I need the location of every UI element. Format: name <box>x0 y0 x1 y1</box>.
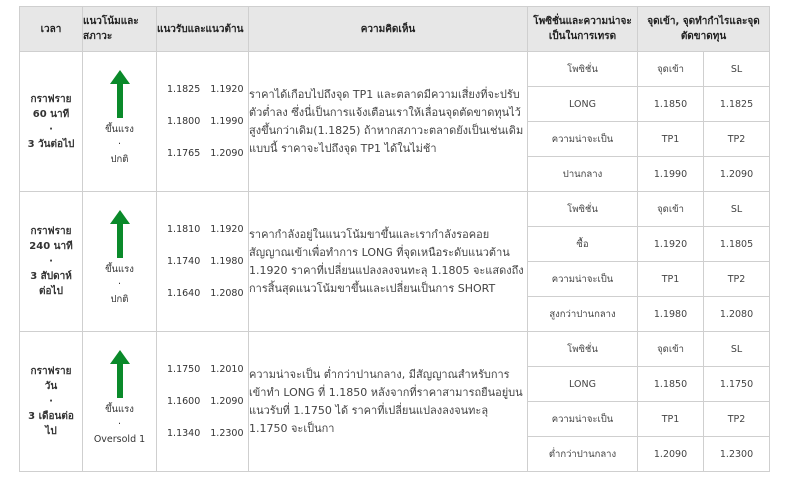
timeframe-line: 3 เดือนต่อ <box>28 411 74 422</box>
stop-cell: TP2 <box>704 402 770 437</box>
timeframe-cell <box>20 52 83 192</box>
position-label-cell: ซื้อ <box>528 227 638 262</box>
support-level: 1.1340 <box>167 428 201 439</box>
level-pair <box>157 106 248 138</box>
stop-cell: SL <box>704 332 770 367</box>
trend-cell <box>83 192 157 332</box>
resistance-level: 1.1980 <box>210 256 244 267</box>
header-entry: จุดเข้า, จุดทำกำไรและจุดตัดขาดทุน <box>638 7 770 52</box>
entry-cell: TP1 <box>638 122 704 157</box>
timeframe-line: กราฟราย <box>30 93 72 105</box>
stop-cell: SL <box>704 192 770 227</box>
stop-cell: 1.2090 <box>704 157 770 192</box>
position-label-cell: ความน่าจะเป็น <box>528 402 638 437</box>
trend-strength: ขึ้นแรง <box>105 124 134 135</box>
position-label-cell: LONG <box>528 87 638 122</box>
comment-cell: ราคาได้เกือบไปถึงจุด TP1 และตลาดมีความเสี่ยงที่จะปรับตัวต่ำลง ซึ่งนี่เป็นการแจ้งเตือนเราให้เลื่อนจุดตัดขาดทุนไว้สูงขึ้นกว่าเดิม(1.1825) ถ้าหากสภาวะตลาดยังเป็นเช่นเดิมแบบนี้ ราคาจะไปถึงจุด TP1 ได้ในไม่ช้า <box>249 52 528 192</box>
timeframe-line: 3 วันต่อไป <box>27 138 75 150</box>
up-arrow-icon <box>110 350 130 398</box>
support-level: 1.1810 <box>167 224 201 235</box>
up-arrow-icon <box>110 70 130 118</box>
timeframe-line: · <box>49 396 53 407</box>
timeframe-cell <box>20 332 83 472</box>
position-label-cell: โพซิชั่น <box>528 192 638 227</box>
trend-dot: · <box>117 419 122 430</box>
support-level: 1.1640 <box>167 288 201 299</box>
entry-cell: 1.1990 <box>638 157 704 192</box>
trend-cell <box>83 332 157 472</box>
timeframe-cell <box>20 192 83 332</box>
level-pair <box>157 278 248 310</box>
header-trend: แนวโน้มและสภาวะ <box>83 7 157 52</box>
resistance-level: 1.2090 <box>210 396 244 407</box>
levels-cell <box>157 52 249 192</box>
timeframe-line: ไป <box>45 426 57 437</box>
stop-cell: 1.2300 <box>704 437 770 472</box>
position-label-cell: สูงกว่าปานกลาง <box>528 297 638 332</box>
entry-cell: TP1 <box>638 402 704 437</box>
level-pair <box>157 418 248 450</box>
timeframe-line: · <box>49 123 53 135</box>
levels-cell <box>157 332 249 472</box>
resistance-level: 1.1920 <box>210 224 244 235</box>
stop-cell: TP2 <box>704 122 770 157</box>
resistance-level: 1.1990 <box>210 116 244 127</box>
position-label-cell: ปานกลาง <box>528 157 638 192</box>
timeframe-line: วัน <box>44 381 58 392</box>
trend-strength: ขึ้นแรง <box>105 264 134 275</box>
timeframe-line: กราฟราย <box>30 226 72 237</box>
support-level: 1.1740 <box>167 256 201 267</box>
support-level: 1.1765 <box>167 148 201 159</box>
timeframe-line: 3 สัปดาห์ <box>30 271 72 282</box>
resistance-level: 1.2080 <box>210 288 244 299</box>
timeframe-line: ต่อไป <box>39 286 63 297</box>
trend-state: ปกติ <box>110 294 129 305</box>
stop-cell: TP2 <box>704 262 770 297</box>
position-label-cell: LONG <box>528 367 638 402</box>
level-pair <box>157 386 248 418</box>
entry-cell: TP1 <box>638 262 704 297</box>
entry-cell: จุดเข้า <box>638 52 704 87</box>
forecast-table <box>19 6 770 472</box>
entry-cell: 1.1920 <box>638 227 704 262</box>
stop-cell: 1.2080 <box>704 297 770 332</box>
trend-dot: · <box>117 279 122 290</box>
support-level: 1.1800 <box>167 116 201 127</box>
header-row <box>20 7 770 52</box>
stop-cell: 1.1805 <box>704 227 770 262</box>
support-level: 1.1750 <box>167 364 201 375</box>
position-label-cell: โพซิชั่น <box>528 332 638 367</box>
header-comment: ความคิดเห็น <box>249 7 528 52</box>
trend-cell <box>83 52 157 192</box>
forecast-row <box>20 192 770 227</box>
timeframe-line: 60 นาที <box>32 108 70 120</box>
trend-dot: · <box>117 139 122 150</box>
entry-cell: 1.2090 <box>638 437 704 472</box>
entry-cell: 1.1850 <box>638 367 704 402</box>
support-level: 1.1825 <box>167 84 201 95</box>
stop-cell: 1.1825 <box>704 87 770 122</box>
timeframe-line: 240 นาที <box>29 241 73 252</box>
forecast-row <box>20 52 770 87</box>
position-label-cell: ต่ำกว่าปานกลาง <box>528 437 638 472</box>
header-position: โพซิชั่นและความน่าจะเป็นในการเทรด <box>528 7 638 52</box>
level-pair <box>157 354 248 386</box>
stop-cell: 1.1750 <box>704 367 770 402</box>
timeframe-line: · <box>49 256 53 267</box>
trend-state: Oversold 1 <box>93 434 146 445</box>
resistance-level: 1.2090 <box>210 148 244 159</box>
support-level: 1.1600 <box>167 396 201 407</box>
timeframe-line: กราฟราย <box>30 366 72 377</box>
header-time: เวลา <box>20 7 83 52</box>
position-label-cell: ความน่าจะเป็น <box>528 262 638 297</box>
resistance-level: 1.1920 <box>210 84 244 95</box>
position-label-cell: โพซิชั่น <box>528 52 638 87</box>
comment-cell: ความน่าจะเป็น ต่ำกว่าปานกลาง, มีสัญญาณสำหรับการเข้าทำ LONG ที่ 1.1850 หลังจากที่ราคาสามารถยืนอยู่บนแนวรับที่ 1.1750 ได้ ราคาที่เปลี่ยนแปลงลงจนทะลุ 1.1750 จะเป็นกา <box>249 332 528 472</box>
header-levels: แนวรับและแนวต้าน <box>157 7 249 52</box>
entry-cell: 1.1980 <box>638 297 704 332</box>
entry-cell: 1.1850 <box>638 87 704 122</box>
trend-state: ปกติ <box>110 154 129 165</box>
level-pair <box>157 138 248 170</box>
comment-cell: ราคากำลังอยู่ในแนวโน้มขาขึ้นและเรากำลังรอคอยสัญญาณเข้าเพื่อทำการ LONG ที่จุดเหนือระดับแนวต้าน 1.1920 ราคาที่เปลี่ยนแปลงลงจนทะลุ 1.1805 จะแสดงถึงการสิ้นสุดแนวโน้มขาขึ้นและเปลี่ยนเป็นการ SHORT <box>249 192 528 332</box>
resistance-level: 1.2300 <box>210 428 244 439</box>
resistance-level: 1.2010 <box>210 364 244 375</box>
level-pair <box>157 246 248 278</box>
up-arrow-icon <box>110 210 130 258</box>
entry-cell: จุดเข้า <box>638 332 704 367</box>
stop-cell: SL <box>704 52 770 87</box>
forecast-row <box>20 332 770 367</box>
trend-strength: ขึ้นแรง <box>105 404 134 415</box>
position-label-cell: ความน่าจะเป็น <box>528 122 638 157</box>
level-pair <box>157 214 248 246</box>
levels-cell <box>157 192 249 332</box>
level-pair <box>157 74 248 106</box>
entry-cell: จุดเข้า <box>638 192 704 227</box>
